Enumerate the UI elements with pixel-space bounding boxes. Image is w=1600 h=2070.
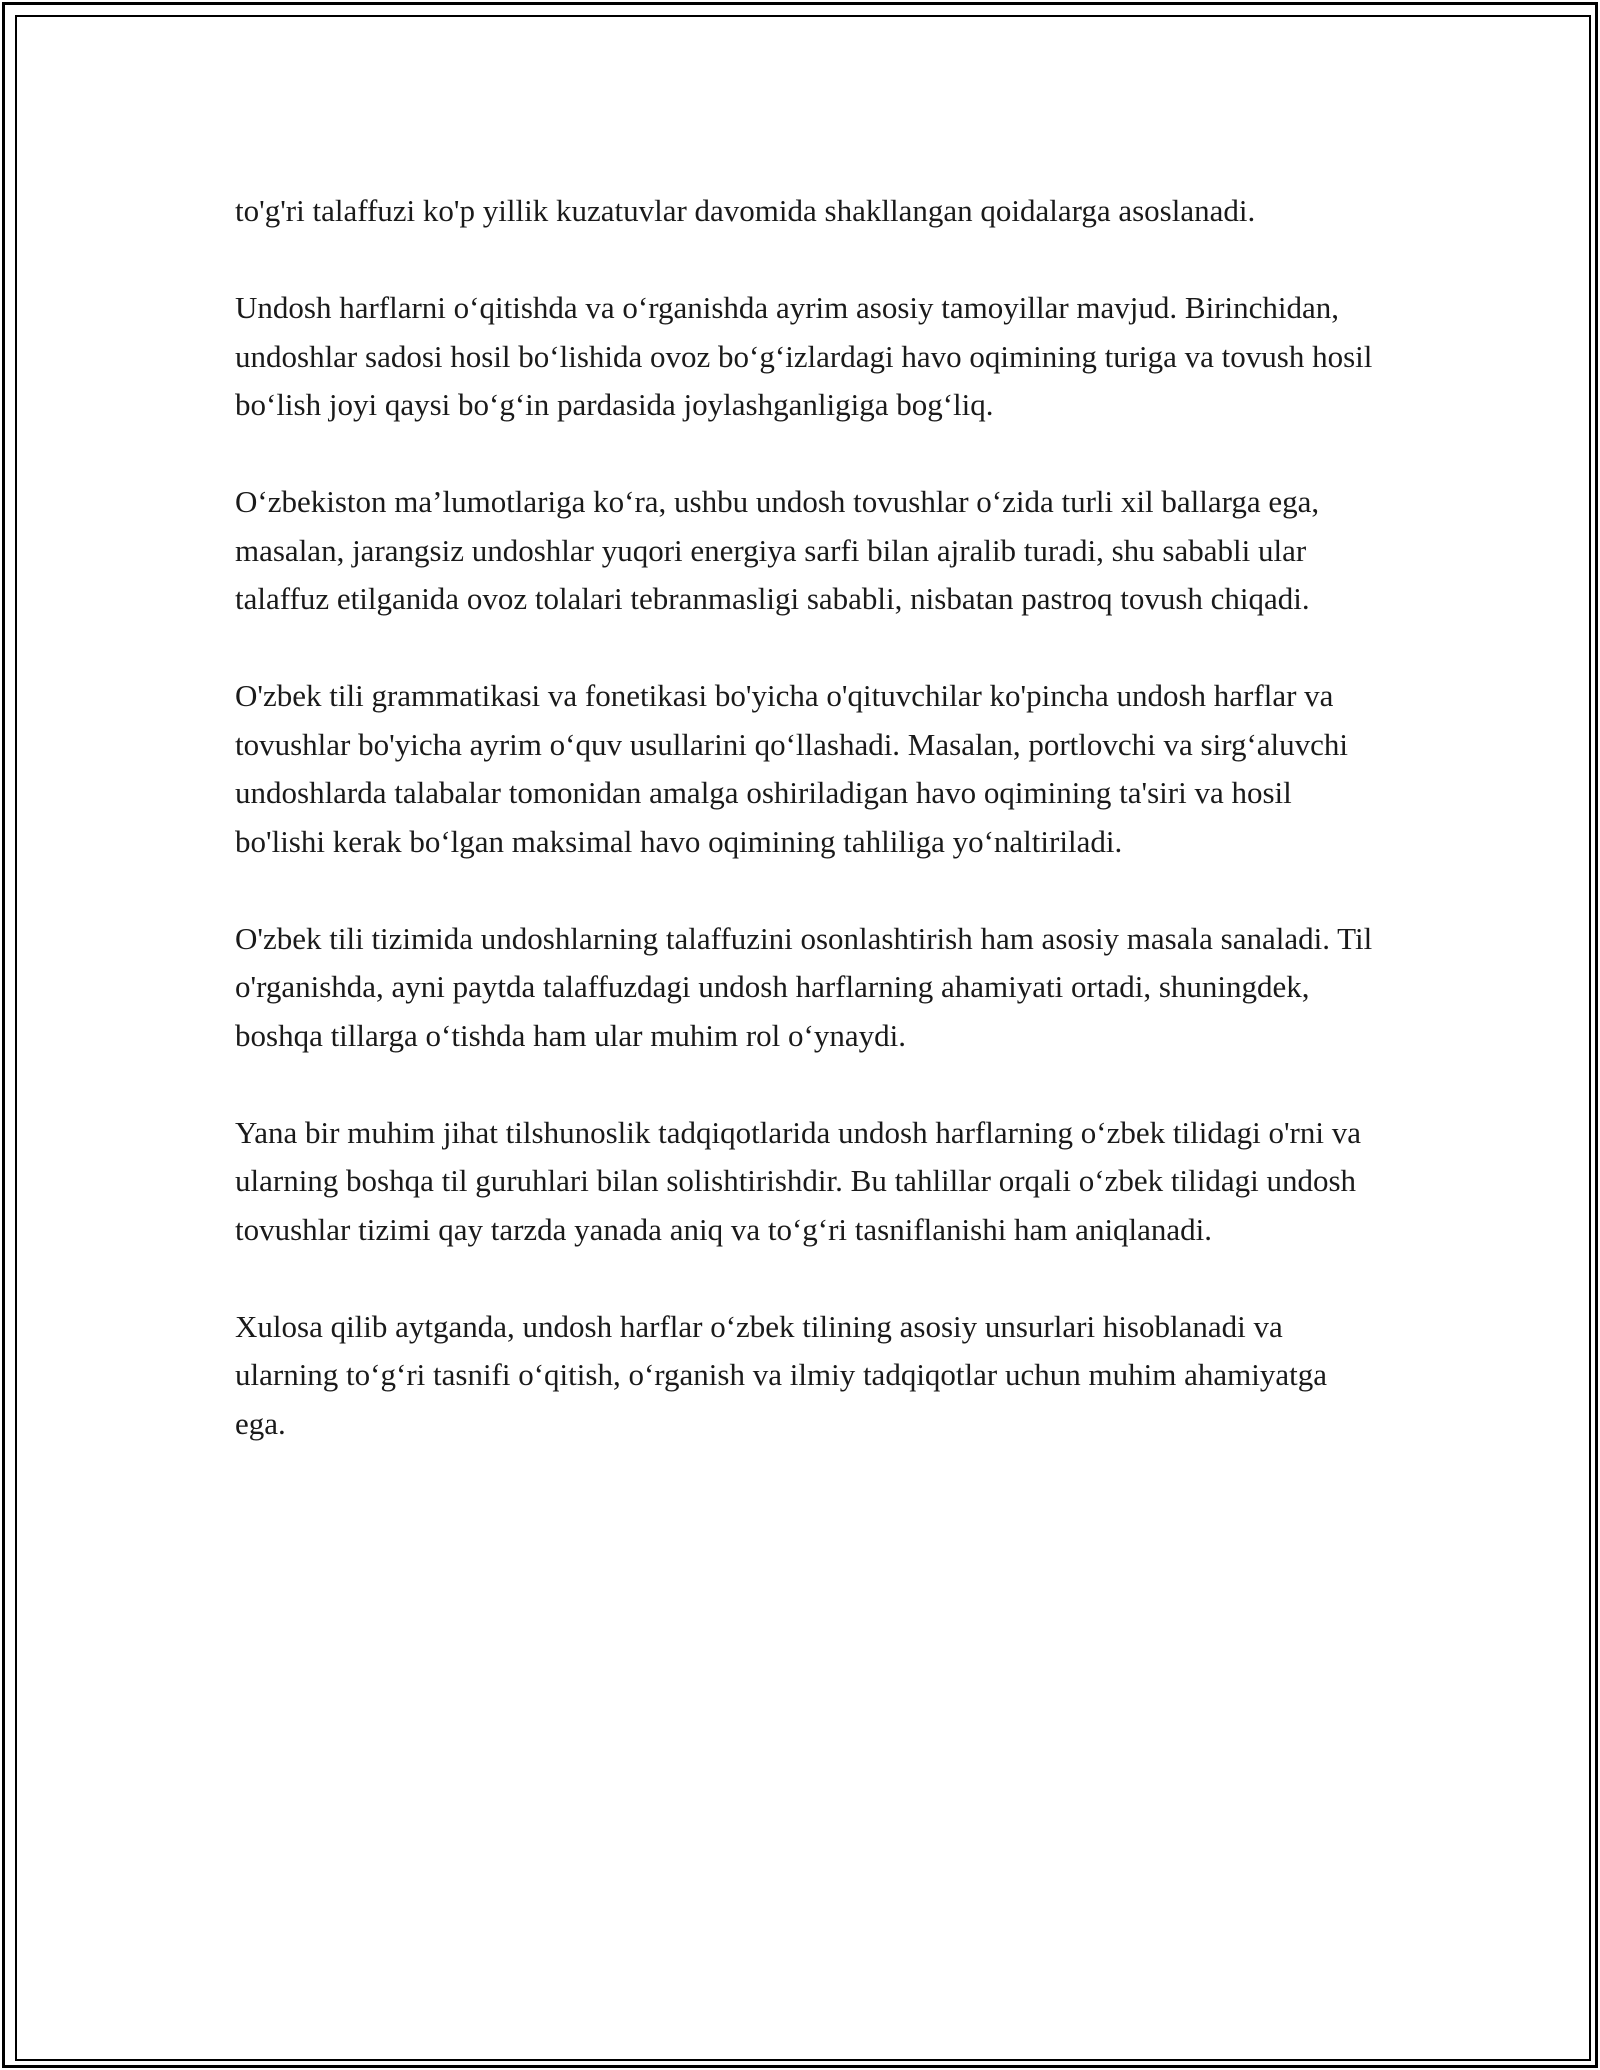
paragraph-6: Yana bir muhim jihat tilshunoslik tadqiqotlarida undosh harflarning o‘zbek tilidagi o'rni va ularning boshqa til guruhlari bilan solishtirishdir. Bu tahlillar orqali o‘zbek tilidagi undosh tovushlar tizimi qay tarzda yanada aniq va to‘g‘ri tasniflanishi ham aniqlanadi. xyxy=(235,1114,1362,1247)
document-body xyxy=(235,187,1385,1497)
paragraph-4: O'zbek tili grammatikasi va fonetikasi bo'yicha o'qituvchilar ko'pincha undosh harflar va tovushlar bo'yicha ayrim o‘quv usullarini qo‘llashadi. Masalan, portlovchi va sirg‘aluvchi undoshlarda talabalar tomonidan amalga oshiriladigan havo oqimining ta'siri va hosil bo'lishi kerak bo‘lgan maksimal havo oqimining tahliliga yo‘naltiriladi. xyxy=(235,678,1349,859)
paragraph-3: O‘zbekiston ma’lumotlariga ko‘ra, ushbu undosh tovushlar o‘zida turli xil ballarga ega, masalan, jarangsiz undoshlar yuqori energiya sarfi bilan ajralib turadi, shu sababli ular talaffuz etilganida ovoz tolalari tebranmasligi sababli, nisbatan pastroq tovush chiqadi. xyxy=(235,484,1320,616)
paragraph-1: to'g'ri talaffuzi ko'p yillik kuzatuvlar davomida shakllangan qoidalarga asoslanadi. xyxy=(235,193,1256,228)
paragraph-5: O'zbek tili tizimida undoshlarning talaffuzini osonlashtirish ham asosiy masala sanaladi. Til o'rganishda, ayni paytda talaffuzdagi undosh harflarning ahamiyati ortadi, shuningdek, boshqa tillarga o‘tishda ham ular muhim rol o‘ynaydi. xyxy=(235,920,1373,1053)
paragraph-7: Xulosa qilib aytganda, undosh harflar o‘zbek tilining asosiy unsurlari hisoblanadi va ularning to‘g‘ri tasnifi o‘qitish, o‘rganish va ilmiy tadqiqotlar uchun muhim ahamiyatga ega. xyxy=(235,1308,1327,1441)
paragraph-2: Undosh harflarni o‘qitishda va o‘rganishda ayrim asosiy tamoyillar mavjud. Birinchidan, undoshlar sadosi hosil bo‘lishida ovoz bo‘g‘izlardagi havo oqimining turiga va tovush hosil bo‘lish joyi qaysi bo‘g‘in pardasida joylashganligiga bog‘liq. xyxy=(235,290,1373,422)
